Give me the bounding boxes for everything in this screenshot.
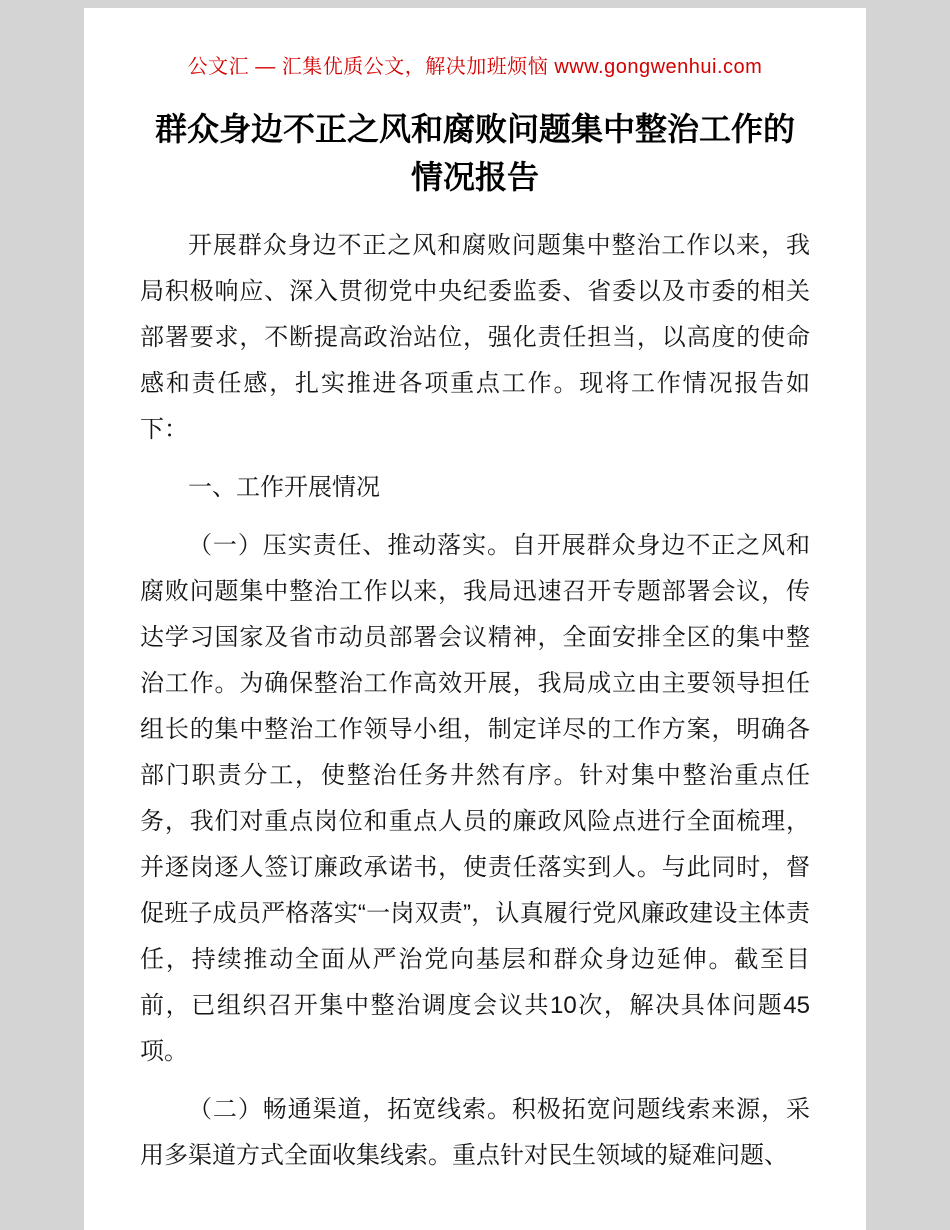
document-page [84, 8, 866, 1230]
paragraph-section-1-1: （一）压实责任、推动落实。自开展群众身边不正之风和腐败问题集中整治工作以来，我局迅速召开专题部署会议，传达学习国家及省市动员部署会议精神，全面安排全区的集中整治工作。为确保整治工作高效开展，我局成立由主要领导担任组长的集中整治工作领导小组，制定详尽的工作方案，明确各部门职责分工，使整治任务井然有序。针对集中整治重点任务，我们对重点岗位和重点人员的廉政风险点进行全面梳理，并逐岗逐人签订廉政承诺书，使责任落实到人。与此同时，督促班子成员严格落实“一岗双责”，认真履行党风廉政建设主体责任，持续推动全面从严治党向基层和群众身边延伸。截至目前，已组织召开集中整治调度会议共10次，解决具体问题45项。 [140, 532, 810, 1065]
section-heading-1: 一、工作开展情况 [188, 474, 380, 501]
document-body [140, 223, 810, 1179]
paragraph-section-1-2: （二）畅通渠道，拓宽线索。积极拓宽问题线索来源，采用多渠道方式全面收集线索。重点针对民生领域的疑难问题、 [140, 1096, 810, 1169]
document-title: 群众身边不正之风和腐败问题集中整治工作的情况报告 [154, 111, 795, 195]
paragraph-intro: 开展群众身边不正之风和腐败问题集中整治工作以来，我局积极响应、深入贯彻党中央纪委监委、省委以及市委的相关部署要求，不断提高政治站位，强化责任担当，以高度的使命感和责任感，扎实推进各项重点工作。现将工作情况报告如下： [140, 232, 810, 443]
watermark-header: 公文汇 — 汇集优质公文，解决加班烦恼 www.gongwenhui.com [187, 56, 763, 78]
